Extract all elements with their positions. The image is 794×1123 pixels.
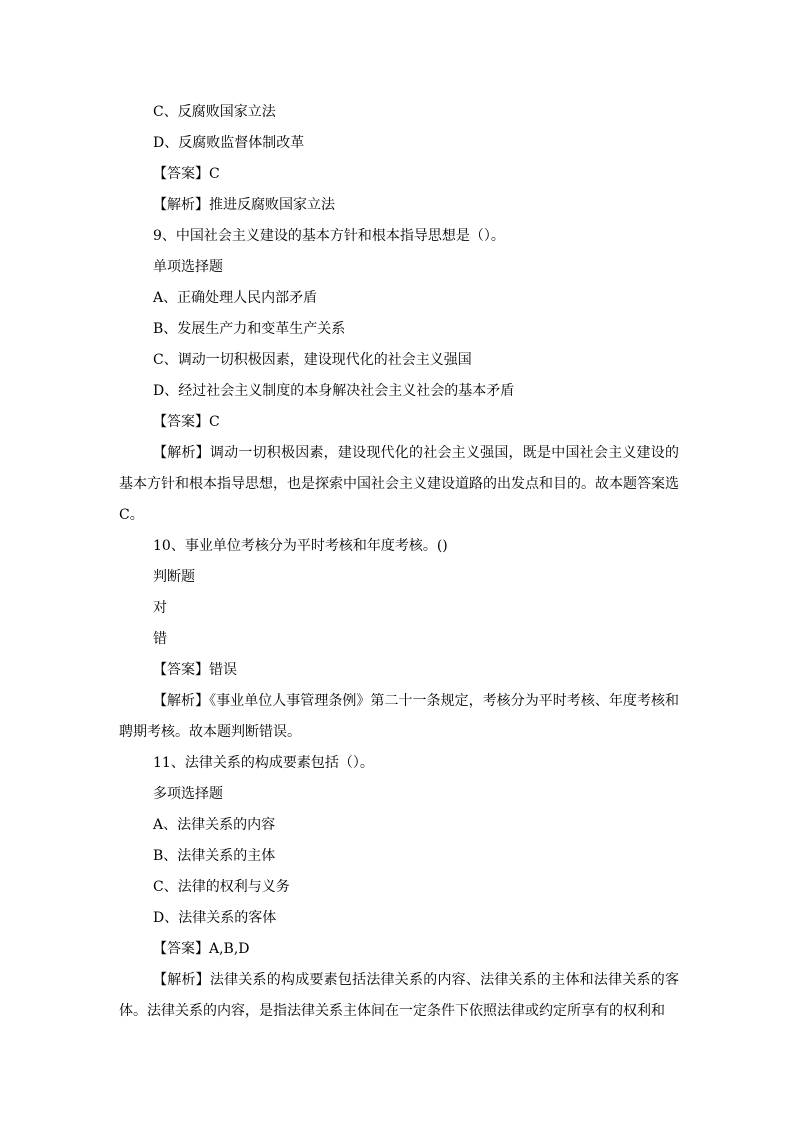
q11-answer: 【答案】A,B,D	[153, 941, 250, 957]
q9-option-a: A、正确处理人民内部矛盾	[153, 290, 318, 306]
q11-question: 11、法律关系的构成要素包括（）。	[153, 755, 374, 771]
q11-analysis: 【解析】法律关系的构成要素包括法律关系的内容、法律关系的主体和法律关系的客体。法律关系的内容，是指法律关系主体间在一定条件下依照法律或约定所享有的权利和	[119, 972, 679, 1019]
q11-option-a: A、法律关系的内容	[153, 817, 276, 833]
q8-option-c: C、反腐败国家立法	[153, 104, 276, 120]
q9-answer: 【答案】C	[153, 414, 220, 430]
q10-answer: 【答案】错误	[153, 662, 237, 678]
q10-analysis: 【解析】《事业单位人事管理条例》第二十一条规定，考核分为平时考核、年度考核和聘期考核。故本题判断错误。	[119, 693, 679, 740]
q9-type: 单项选择题	[153, 259, 223, 275]
q9-question: 9、中国社会主义建设的基本方针和根本指导思想是（）。	[153, 228, 505, 244]
q11-option-c: C、法律的权利与义务	[153, 879, 290, 895]
q8-analysis: 【解析】推进反腐败国家立法	[153, 197, 335, 213]
q11-option-b: B、法律关系的主体	[153, 848, 276, 864]
q11-option-d: D、法律关系的客体	[153, 910, 277, 926]
q8-option-d: D、反腐败监督体制改革	[153, 135, 305, 151]
q10-type: 判断题	[153, 569, 195, 585]
q10-option-false: 错	[153, 631, 167, 647]
q8-answer: 【答案】C	[153, 166, 220, 182]
q10-option-true: 对	[153, 600, 167, 616]
q11-type: 多项选择题	[153, 786, 223, 802]
q9-option-b: B、发展生产力和变革生产关系	[153, 321, 346, 337]
q10-question: 10、事业单位考核分为平时考核和年度考核。()	[153, 538, 448, 554]
q9-option-d: D、经过社会主义制度的本身解决社会主义社会的基本矛盾	[153, 383, 515, 399]
q9-analysis: 【解析】调动一切积极因素，建设现代化的社会主义强国，既是中国社会主义建设的基本方针和根本指导思想，也是探索中国社会主义建设道路的出发点和目的。故本题答案选C。	[119, 445, 679, 523]
q9-option-c: C、调动一切积极因素，建设现代化的社会主义强国	[153, 352, 472, 368]
